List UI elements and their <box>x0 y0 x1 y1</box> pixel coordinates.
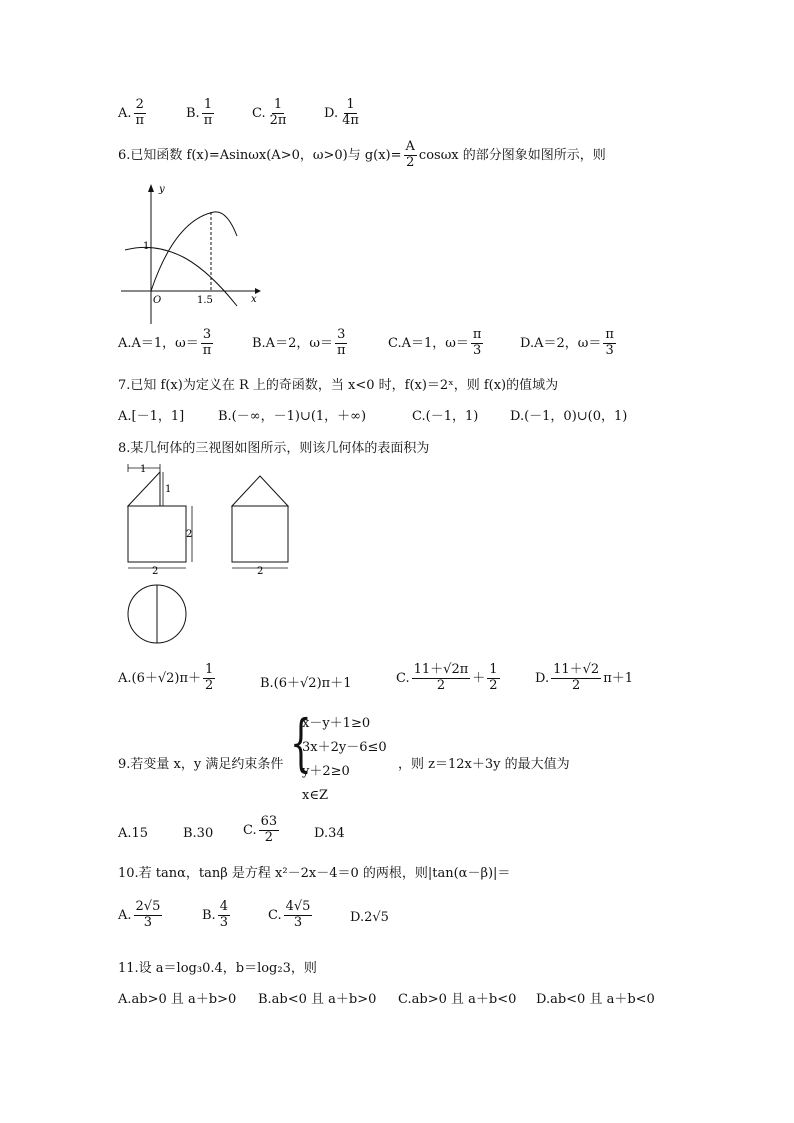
q9-suffix: ，则 z＝12x＋3y 的最大值为 <box>398 757 570 772</box>
q6-option-c: C.A＝1，ω＝ $\frac{\pi}{3}$ <box>388 327 482 358</box>
q7-option-d: D.(－1，0)∪(0，1) <box>510 409 628 424</box>
q8-option-d: D. $\frac{11+√2}{2}$ π＋1 <box>535 662 634 693</box>
constraint-1: x－y＋1≥0 <box>302 716 371 731</box>
dim-side-small: 1 <box>165 484 172 495</box>
q8-option-c: C. $\frac{11+√2\pi}{2}$ ＋ $\frac{1}{2}$ <box>396 662 498 693</box>
q7-option-a: A.[－1，1] <box>118 409 185 424</box>
q9-option-a: A.15 <box>118 826 149 841</box>
q11-option-d: D.ab<0 且 a＋b<0 <box>536 992 655 1007</box>
q9-option-d: D.34 <box>314 826 345 841</box>
q5-option-d: D. $\frac{1}{4\pi}$ <box>324 97 359 128</box>
q11-option-c: C.ab>0 且 a＋b<0 <box>398 992 517 1007</box>
q6-option-d: D.A＝2，ω＝ $\frac{\pi}{3}$ <box>520 327 614 358</box>
q5-option-b: B. $\frac{1}{\pi}$ <box>186 97 213 128</box>
graph-origin: O <box>153 295 162 306</box>
q9-prefix: 9.若变量 x，y 满足约束条件 <box>118 757 284 772</box>
dim-height: 2 <box>186 529 193 540</box>
q8-option-b: B.(6＋√2)π＋1 <box>260 676 352 691</box>
constraint-4: x∈Z <box>302 788 328 803</box>
q6-option-b: B.A＝2，ω＝ $\frac{3}{\pi}$ <box>252 327 346 358</box>
q10-option-c: C. $\frac{4√5}{3}$ <box>268 899 311 930</box>
dim-top: 1 <box>140 464 147 475</box>
graph-tick-x: 1.5 <box>197 295 213 306</box>
q9-constraint-system <box>302 712 387 808</box>
q6-option-a: A.A＝1，ω＝ $\frac{3}{\pi}$ <box>118 327 212 358</box>
q9-option-c: C. $\frac{63}{2}$ <box>243 814 278 845</box>
q10-option-d: D.2√5 <box>350 910 389 925</box>
graph-y-label: y <box>159 184 165 195</box>
q10-option-b: B. $\frac{4}{3}$ <box>202 899 228 930</box>
q11-stem: 11.设 a＝log₃0.4，b＝log₂3，则 <box>118 961 317 976</box>
q9-option-b: B.30 <box>183 826 214 841</box>
q7-option-b: B.(－∞，－1)∪(1，＋∞) <box>218 409 367 424</box>
q5-option-c: C. $\frac{1}{2\pi}$ <box>252 97 287 128</box>
dim-width-right: 2 <box>257 566 264 577</box>
q6-graph <box>115 180 265 330</box>
q10-option-a: A. $\frac{2√5}{3}$ <box>118 899 161 930</box>
q11-option-a: A.ab>0 且 a＋b>0 <box>118 992 237 1007</box>
q9-brace: { <box>290 706 312 779</box>
q7-option-c: C.(－1，1) <box>412 409 479 424</box>
q8-option-a: A.(6＋√2)π＋ $\frac{1}{2}$ <box>118 662 214 693</box>
q11-option-b: B.ab<0 且 a＋b>0 <box>258 992 377 1007</box>
graph-tick-y: 1 <box>143 241 150 252</box>
q5-option-a: A. $\frac{2}{\pi}$ <box>118 97 145 128</box>
q7-stem: 7.已知 f(x)为定义在 R 上的奇函数，当 x<0 时，f(x)＝2ˣ，则 f(x)的值域为 <box>118 378 559 393</box>
constraint-2: 3x＋2y－6≤0 <box>302 740 387 755</box>
constraint-3: y＋2≥0 <box>302 764 350 779</box>
graph-x-label: x <box>251 294 257 305</box>
q8-stem: 8.某几何体的三视图如图所示，则该几何体的表面积为 <box>118 441 430 456</box>
q8-three-views <box>115 458 305 648</box>
dim-width-left: 2 <box>152 566 159 577</box>
q10-stem: 10.若 tanα，tanβ 是方程 x²－2x－4＝0 的两根，则|tan(α－β)|＝ <box>118 866 511 881</box>
q6-stem: 6.已知函数 f(x)=Asinωx(A>0，ω>0)与 g(x)= $\frac{A}{2}$ cosωx 的部分图象如图所示，则 <box>118 139 606 170</box>
